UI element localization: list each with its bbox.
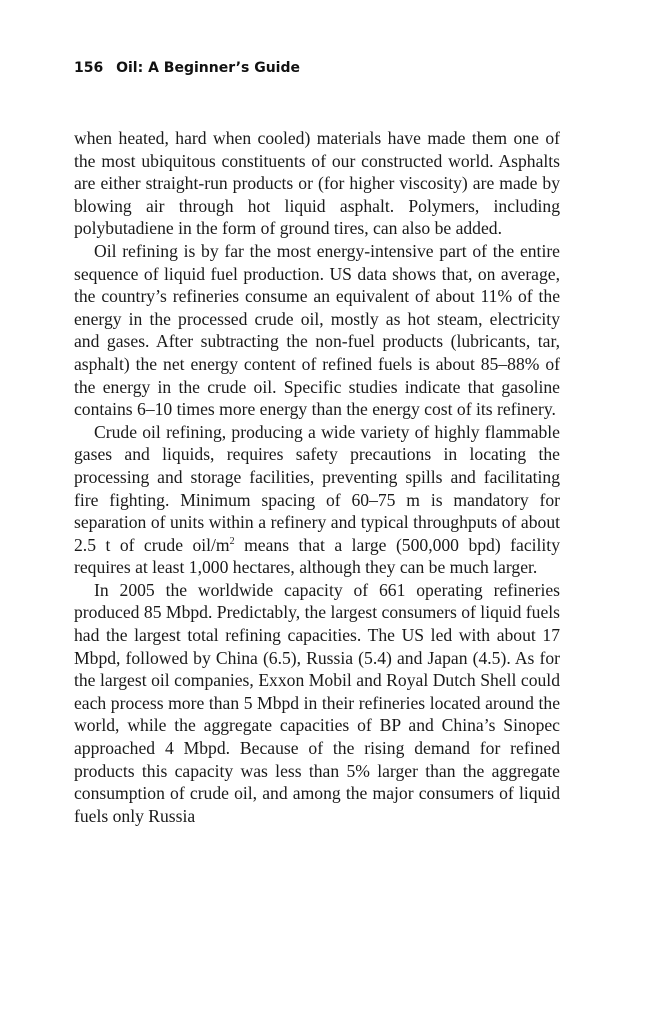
paragraph-refining-capacity: In 2005 the worldwide capacity of 661 operating refineries produced 85 Mbpd. Predictably, the largest consumers of liquid fuels had the largest total refining capacities. The US led with about 17 Mbpd, followed by China (6.5), Russia (5.4) and Japan (4.5). As for the largest oil companies, Exxon Mobil and Royal Dutch Shell could each process more than 5 Mbpd in their refineries located around the world, while the aggregate capacities of BP and China’s Sinopec approached 4 Mbpd. Because of the rising demand for refined products this capacity was less than 5% larger than the aggregate consumption of crude oil, and among the major consumers of liquid fuels only Russia xyxy=(74,579,560,826)
body-text xyxy=(74,127,560,827)
paragraph-asphalt-continuation: when heated, hard when cooled) materials have made them one of the most ubiquitous constituents of our constructed world. Asphalts are either straight-run products or (for higher viscosity) are made by blowing air through hot liquid asphalt. Polymers, including polybutadiene in the form of ground tires, can also be added. xyxy=(74,128,560,239)
superscript-squared: 2 xyxy=(229,535,235,547)
paragraph-safety-text-end: means that a large (500,000 bpd) facility requires at least 1,000 hectares, although they can be much larger. xyxy=(74,534,560,578)
paragraph-safety-text: Crude oil refining, producing a wide variety of highly flammable gases and liquids, requires safety precautions in locating the processing and storage facilities, preventing spills and facilitating fire fighting. Minimum spacing of 60–75 m is mandatory for separation of units within a refinery and typical throughputs of about 2.5 t of crude oil/m xyxy=(74,421,560,555)
paragraph-refining-energy: Oil refining is by far the most energy-intensive part of the entire sequence of liquid fuel production. US data shows that, on average, the country’s refineries consume an equivalent of about 11% of the energy in the processed crude oil, mostly as hot steam, electricity and gases. After subtracting the non-fuel products (lubricants, tar, asphalt) the net energy content of refined fuels is about 85–88% of the energy in the crude oil. Specific studies indicate that gasoline contains 6–10 times more energy than the energy cost of its refinery. xyxy=(74,240,560,420)
running-head xyxy=(74,60,300,76)
paragraph-refining-safety xyxy=(74,421,560,579)
book-title: Oil: A Beginner’s Guide xyxy=(116,60,300,76)
page-number: 156 xyxy=(74,60,104,76)
